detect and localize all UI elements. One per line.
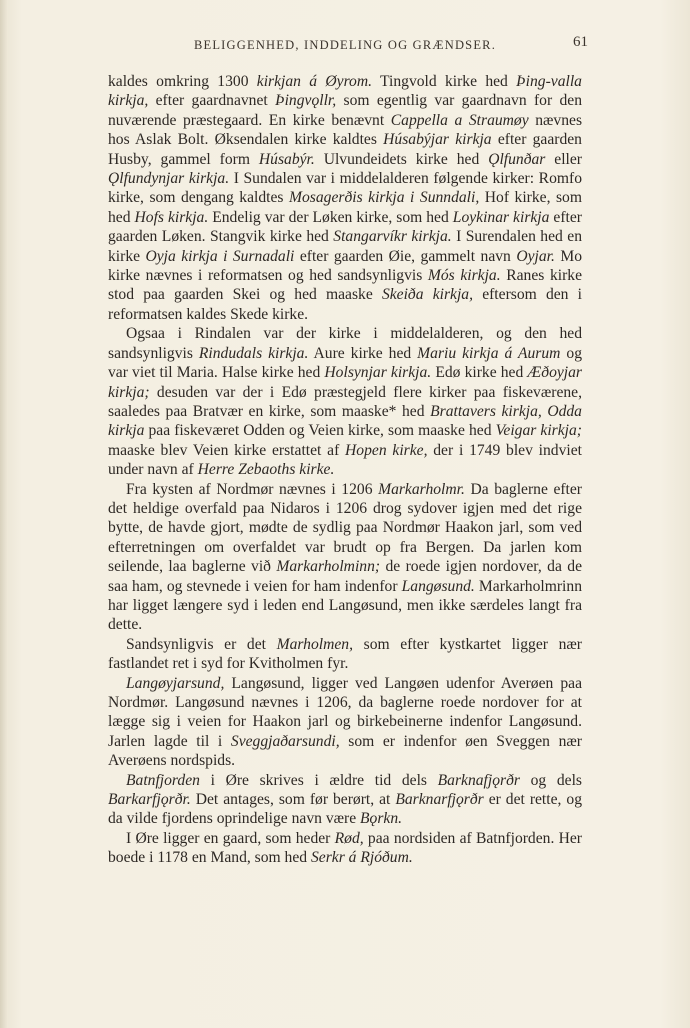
page-edge [0,0,8,1028]
text-run: eller [545,150,582,168]
text-run: efter gaardnavnet [148,92,276,110]
italic-run: Holsynjar kirkja. [324,364,432,382]
text-run: Da baglerne efter det heldige overfald paa Nidaros i 1206 drog sydover igjen med det rige bytte, de havde gjort, mødte de sydlig paa Nordmør Haakon jarl, som ved efterretningen om overfaldet var brudt op fra Bergen. Da jarlen kom seilende, laa baglerne við [108,480,583,576]
text-run: I Øre ligger en gaard, som heder [126,829,335,847]
text-run: efter gaarden Løken. Stangvik kirke hed [108,208,582,246]
text-run: Fra kysten af Nordmør nævnes i 1206 [126,480,379,498]
text-run: eftersom den i reformatsen kaldes Skede kirke. [108,286,582,323]
italic-run: Mosagerðis kirkja i Sunndali, [289,189,480,207]
italic-run: Rindudals kirkja. [198,344,309,362]
italic-run: Batnfjorden [126,771,200,789]
text-run: i Øre skrives i ældre tid dels [199,771,438,789]
italic-run: Bǫrkn. [360,810,403,828]
italic-run: Brattavers kirkja, Odda kirkja [108,402,582,440]
italic-run: Stangarvíkr kirkja. [333,228,452,246]
text-run: paa fiskeværet Odden og Veien kirke, som maaske hed [144,422,496,440]
text-run: Det antages, som før berørt, at [190,791,396,809]
text-run: og dels [519,771,582,789]
text-run: Ogsaa i Rindalen var der kirke i middelalderen, og den hed sandsynligvis [108,325,582,362]
running-header: BELIGGENHED, INDDELING OG GRÆNDSER. [193,38,497,52]
paragraph [108,480,582,635]
italic-run: Serkr á Rjóðum. [310,849,413,867]
italic-run: Æðoyjar kirkja; [108,364,582,401]
text-run: Markarholmrinn har ligget længere syd i leden end Langøsund, men ikke særdeles langt fra dette. [108,577,582,634]
italic-run: Ǫlfundynjar kirkja. [108,170,230,188]
paragraph [108,674,582,771]
text-run: de roede igjen nordover, da de saa ham, og stevnede i veien for ham indenfor [108,558,583,595]
text-run: Sandsynligvis er det [126,635,277,653]
italic-run: Þingvǫllr, [275,92,337,110]
text-run: efter gaarden Øie, gammelt navn [294,247,517,265]
text-run: Endelig var der Løken kirke, som hed [208,208,453,226]
italic-run: Mós kirkja. [427,267,501,285]
text-run: Edø kirke hed [431,364,528,382]
italic-run: Barknafjǫrðr [437,771,520,789]
italic-run: Cappella a Straumøy [390,111,529,129]
italic-run: Sveggjaðarsundi, [230,732,340,750]
paragraph [108,635,582,674]
paragraph [108,771,582,829]
paragraph [108,324,582,479]
italic-run: Oyja kirkja i Surnadali [145,247,295,265]
text-run: Ranes kirke stod paa gaarden Skei og hed maaske [108,267,582,304]
text-run: er det rette, og da vilde fjordens oprindelige navn være [108,791,582,828]
italic-run: Oyjar. [516,247,555,265]
text-run: I Surendalen hed en kirke [108,228,582,265]
text-run: Tingvold kirke hed [372,73,517,90]
text-run: I Sundalen var i middelalderen følgende kirker: Romfo kirke, som dengang kaldtes [108,170,582,207]
italic-run: Hofs kirkja. [134,208,209,226]
italic-run: kirkjan á Øyrom. [256,73,373,90]
text-run: som efter kystkartet ligger nær fastlandet ret i syd for Kvitholmen fyr. [108,635,582,673]
paragraph [108,829,582,868]
text-run: der i 1749 blev indviet under navn af [108,441,582,479]
italic-run: Hopen kirke, [345,441,428,459]
italic-run: Veigar kirkja; [495,422,582,440]
italic-run: Þing-valla kirkja, [108,73,582,110]
italic-run: Skeiða kirkja, [381,286,473,304]
text-run: Mo kirke nævnes i reformatsen og hed sandsynligvis [108,247,582,285]
text-run: nævnes hos Aslak Bolt. Øksendalen kirke kaldtes [108,111,583,149]
italic-run: Loykinar kirkja [452,208,550,226]
text-run: Aure kirke hed [308,344,418,362]
paragraph [108,72,582,324]
italic-run: Mariu kirkja á Aurum [417,344,561,362]
italic-run: Barknarfjǫrðr [395,791,484,809]
italic-run: Markarholmr. [378,480,465,498]
italic-run: Markarholminn; [276,558,381,576]
italic-run: Húsabýr. [258,150,315,168]
italic-run: Langøsund. [401,577,475,595]
italic-run: Marholmen, [276,635,353,653]
text-run: og var viet til Maria. Halse kirke hed [108,344,582,382]
text-run: Langøsund, ligger ved Langøen udenfor Averøen paa Nordmør. Langøsund nævnes i 1206, da baglerne roede nordover for at lægge sig i veien for Haakon jarl og birkebeinerne indenfor Langøsund. Jarlen lagde til i [108,674,582,750]
text-run: maaske blev Veien kirke erstattet af [108,441,346,459]
text-run: som egentlig var gaardnavn for den nuværende præstegaard. En kirke benævnt [108,92,582,129]
text-run: desuden var der i Edø præstegjeld flere kirker paa fiskeværene, saaledes paa Bratvær en kirke, som maaske* hed [108,383,582,420]
text-run: kaldes omkring 1300 [108,73,257,90]
italic-run: Ǫlfunðar [488,150,546,168]
text-run: Hof kirke, som hed [108,189,582,226]
italic-run: Herre Zebaoths kirke. [197,461,335,479]
italic-run: Húsabýjar kirkja [383,131,492,149]
text-run: Ulvundeidets kirke hed [314,150,489,168]
italic-run: Barkarfjǫrðr. [108,791,191,809]
body-text [108,72,582,868]
page-number: 61 [573,34,588,50]
italic-run: Langøyjarsund, [126,674,225,692]
text-run: som er indenfor øen Sveggen nær Averøens nordspids. [108,732,582,770]
text-run: efter gaarden Husby, gammel form [108,131,582,168]
text-run: paa nordsiden af Batnfjorden. Her boede i 1178 en Mand, som hed [108,829,582,867]
italic-run: Rød, [334,829,364,847]
